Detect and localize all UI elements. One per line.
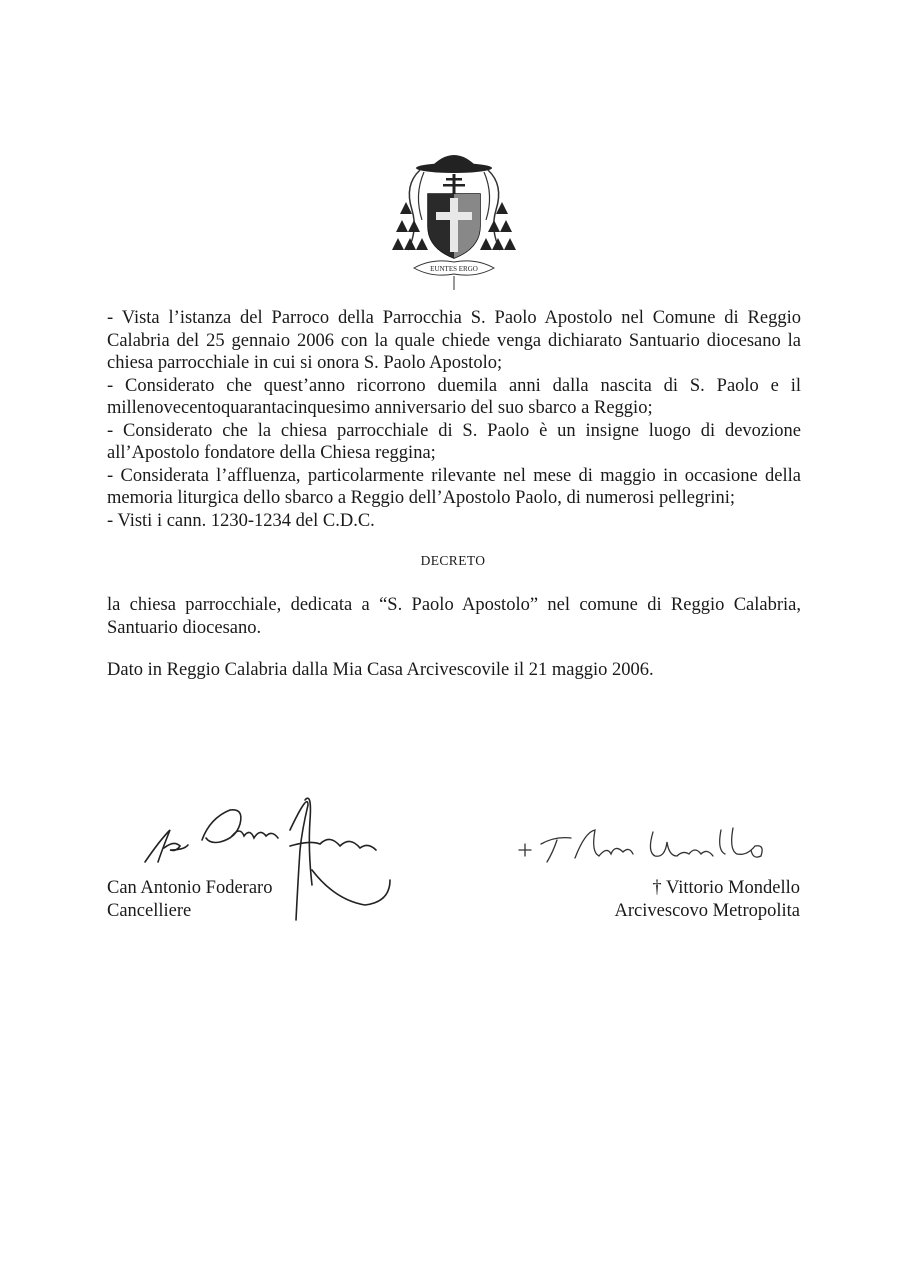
signatory-left-role: Cancelliere <box>107 900 192 921</box>
signature-mondello <box>515 822 795 867</box>
archiepiscopal-coat-of-arms-icon <box>392 140 516 290</box>
consideration-item: - Visti i cann. 1230-1234 del C.D.C. <box>107 510 375 531</box>
consideration-item: - Considerata l’affluenza, particolarmente rilevante nel mese di maggio in occasione della memoria liturgica dello sbarco a Reggio dell’Apostolo Paolo, di numerosi pellegrini; <box>107 465 801 508</box>
decree-paragraph: la chiesa parrocchiale, dedicata a “S. Paolo Apostolo” nel comune di Reggio Calabria, Santuario diocesano. <box>107 595 801 638</box>
decree-heading: DECRETO <box>420 553 486 568</box>
signatory-right-name: † Vittorio Mondello <box>652 878 800 898</box>
coat-motto: EUNTES ERGO <box>430 265 478 273</box>
signatory-left <box>107 877 272 922</box>
dated-line: Dato in Reggio Calabria dalla Mia Casa Arcivescovile il 21 maggio 2006. <box>107 660 654 680</box>
consideration-item: - Considerato che la chiesa parrocchiale di S. Paolo è un insigne luogo di devozione all’Apostolo fondatore della Chiesa reggina; <box>107 420 801 463</box>
decree-text <box>107 594 801 639</box>
signatory-left-name: Can Antonio Foderaro <box>107 878 273 898</box>
signatory-right-role: Arcivescovo Metropolita <box>614 900 800 921</box>
consideration-item: - Considerato che quest’anno ricorrono duemila anni dalla nascita di S. Paolo e il millenovecentoquarantacinquesimo anniversario del suo sbarco a Reggio; <box>107 375 801 418</box>
signatory-right <box>615 877 800 922</box>
considerations-block <box>107 307 801 532</box>
consideration-item: - Vista l’istanza del Parroco della Parrocchia S. Paolo Apostolo nel Comune di Reggio Calabria del 25 gennaio 2006 con la quale chiede venga dichiarato Santuario diocesano la chiesa parrocchiale in cui si onora S. Paolo Apostolo; <box>107 308 801 373</box>
